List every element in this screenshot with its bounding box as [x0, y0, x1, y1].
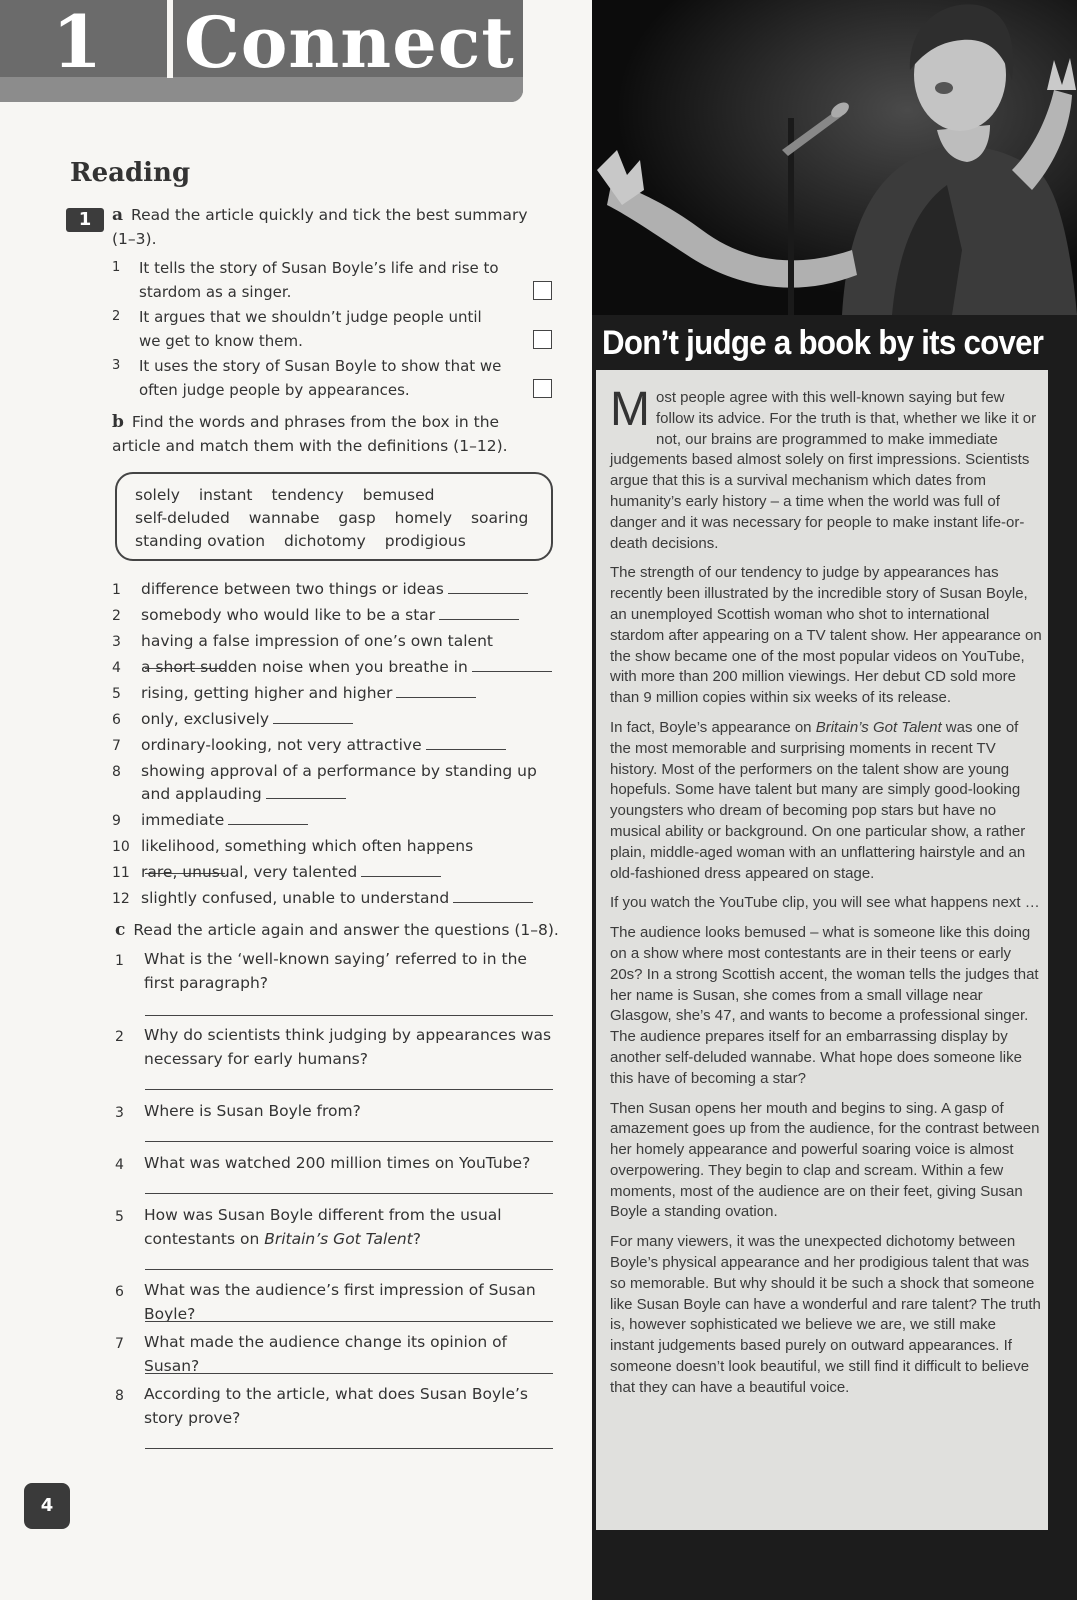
- question-item: [115, 1382, 560, 1430]
- definition-text: likelihood, something which often happens: [141, 837, 474, 855]
- article-paragraph: Then Susan opens her mouth and begins to sing. A gasp of amazement goes up from the audience, for the contrast between her homely appearance and powerful soaring voice is almost overpowering. They begin to clap and scream. Within a few moments, most of the audience are on their feet, giving Susan Boyle a standing ovation.: [610, 1099, 1040, 1221]
- unit-number: 1: [52, 0, 103, 84]
- article-paragraph: [610, 718, 1042, 884]
- question-item: [115, 1151, 560, 1175]
- question-text: What was the audience’s first impression of Susan Boyle?: [144, 1281, 536, 1323]
- answer-blank[interactable]: [472, 658, 552, 672]
- singer-photo: [592, 0, 1077, 315]
- summary-checkbox[interactable]: [533, 281, 552, 300]
- definition-item: [112, 708, 557, 731]
- answer-line[interactable]: [145, 1321, 553, 1322]
- question-show-title: Britain’s Got Talent: [264, 1230, 413, 1248]
- answer-blank[interactable]: [361, 863, 441, 877]
- word-box-row: [135, 507, 535, 530]
- answer-blank[interactable]: [448, 580, 528, 594]
- definition-text: only, exclusively: [141, 710, 270, 728]
- definition-number: 3: [112, 634, 121, 650]
- definition-item: [112, 656, 557, 679]
- question-number: 4: [115, 1157, 124, 1173]
- article-show-title: Britain’s Got Talent: [815, 718, 942, 736]
- question-number: 7: [115, 1336, 124, 1352]
- definition-text: rare, unusual, very talented: [141, 863, 358, 881]
- definition-number: 8: [112, 764, 121, 780]
- answer-line[interactable]: [145, 1269, 553, 1270]
- answer-blank[interactable]: [266, 785, 346, 799]
- definition-text: having a false impression of one’s own talent: [141, 632, 493, 650]
- summary-option: [112, 305, 552, 353]
- answer-blank[interactable]: [228, 811, 308, 825]
- question-item: [115, 1099, 560, 1123]
- question-text: What is the ‘well-known saying’ referred to in the first paragraph?: [144, 950, 527, 992]
- definition-number: 5: [112, 686, 121, 702]
- definition-text: slightly confused, unable to understand: [141, 889, 450, 907]
- question-item: [115, 1278, 560, 1326]
- definition-item: [112, 682, 557, 705]
- article-paragraph: The strength of our tendency to judge by appearances has recently been illustrated by the incredible story of Susan Boyle, an unemployed Scottish woman who shot to international stardom after appearing on a TV talent show. Her appearance on the show became one of the most popular videos on YouTube, with more than 200 million viewings. Her debut CD sold more than 9 million copies within six weeks of its release.: [610, 564, 1042, 707]
- word-box-row: [135, 530, 535, 553]
- answer-line[interactable]: [145, 1015, 553, 1016]
- article-column: [592, 0, 1077, 1600]
- definition-number: 9: [112, 813, 121, 829]
- article-paragraph-text: ost people agree with this well-known saying but few follow its advice. For the truth is that, whether we like it or not, our brains are programmed to make immediate judgements based almost solely on first impressions. Scientists argue that this is a survival mechanism which dates from humanity’s early history – a time when the world was full of danger and it was necessary for people to make instant life-or-death decisions.: [610, 389, 1037, 552]
- word-box-word: soaring: [470, 509, 529, 527]
- definition-item: [112, 578, 557, 601]
- part-b-letter: b: [112, 412, 124, 432]
- summary-option-number: 3: [112, 358, 121, 373]
- article-paragraph: If you watch the YouTube clip, you will see what happens next …: [610, 894, 1040, 912]
- word-box-word: gasp: [338, 509, 376, 527]
- word-box: [115, 472, 553, 561]
- summary-option-number: 2: [112, 309, 121, 324]
- definition-text: rising, getting higher and higher: [141, 684, 393, 702]
- word-box-word: standing ovation: [135, 532, 266, 550]
- definition-text: a short sudden noise when you breathe in: [141, 658, 468, 676]
- word-box-word: dichotomy: [284, 532, 366, 550]
- question-text: How was Susan Boyle different from the usual contestants on: [144, 1206, 502, 1248]
- question-number: 6: [115, 1284, 124, 1300]
- definition-text: ordinary-looking, not very attractive: [141, 736, 422, 754]
- definition-number: 12: [112, 891, 130, 907]
- definition-item: [112, 809, 557, 832]
- question-text: According to the article, what does Susan Boyle’s story prove?: [144, 1385, 529, 1427]
- definition-number: 6: [112, 712, 121, 728]
- part-b-instruction-text: Find the words and phrases from the box in the article and match them with the definitions (1–12).: [112, 413, 508, 455]
- article-paragraph: For many viewers, it was the unexpected dichotomy between Boyle’s physical appearance and her prodigious talent that was so memorable. But why should it be such a shock that someone like Susan Boyle can have a wonderful and rare talent? The truth is, however sophisticated we believe we are, we still make instant judgements based purely on outward appearances. If someone doesn’t look beautiful, we still find it difficult to believe that they can have a beautiful voice.: [610, 1233, 1041, 1396]
- definition-text: showing approval of a performance by standing up and applauding: [141, 762, 537, 803]
- unit-header: [0, 0, 523, 102]
- question-item: [115, 1203, 560, 1251]
- unit-title: Connect: [184, 1, 515, 84]
- word-box-word: wannabe: [248, 509, 320, 527]
- article-headline: Don’t judge a book by its cover: [602, 324, 1044, 362]
- page-number: 4: [24, 1483, 70, 1529]
- definition-item: [112, 861, 557, 884]
- definition-item: [112, 604, 557, 627]
- definition-text: immediate: [141, 811, 225, 829]
- definition-number: 2: [112, 608, 121, 624]
- answer-blank[interactable]: [453, 889, 533, 903]
- article-paragraph-text: was one of the most memorable and surprising moments in recent TV history. Most of the performers on the talent show are young hopefuls. Some have talent but many are simply good-looking youngsters who dream of becoming pop stars but have no musical ability or background. On one particular show, a rather plain, middle-aged woman with an unflattering hairstyle and an old-fashioned dress appeared on stage.: [610, 718, 1026, 882]
- word-box-word: prodigious: [384, 532, 466, 550]
- part-a-instruction: [112, 203, 552, 251]
- definition-number: 4: [112, 660, 121, 676]
- article-paragraph: The audience looks bemused – what is someone like this doing on a show where most contestants are in their teens or early 20s? In a strong Scottish accent, the woman tells the judges that her name is Susan, she comes from a small village near Glasgow, she’s 47, and wants to become a professional singer. The audience prepares itself for an embarrassing display by another self-deluded wannabe. What hope does someone like this have of becoming a star?: [610, 924, 1039, 1087]
- word-box-word: instant: [198, 486, 253, 504]
- part-c-instruction-text: Read the article again and answer the questions (1–8).: [133, 921, 559, 939]
- question-number: 8: [115, 1388, 124, 1404]
- word-box-word: self-deluded: [135, 509, 230, 527]
- definition-text: somebody who would like to be a star: [141, 606, 436, 624]
- summary-option: [112, 354, 552, 402]
- exercise-column: [0, 102, 600, 1600]
- summary-option-text: It uses the story of Susan Boyle to show that we often judge people by appearances.: [139, 357, 502, 399]
- answer-blank[interactable]: [426, 736, 506, 750]
- question-text: Where is Susan Boyle from?: [144, 1102, 361, 1120]
- question-number: 2: [115, 1029, 124, 1045]
- word-box-word: bemused: [362, 486, 435, 504]
- answer-blank[interactable]: [439, 606, 519, 620]
- definition-item: [112, 734, 557, 757]
- answer-line[interactable]: [145, 1448, 553, 1449]
- answer-line[interactable]: [145, 1193, 553, 1194]
- definition-item: [112, 887, 557, 910]
- definition-number: 10: [112, 839, 130, 855]
- definition-text: difference between two things or ideas: [141, 580, 444, 598]
- question-item: [115, 947, 560, 995]
- unit-header-divider: [167, 0, 173, 78]
- section-title: Reading: [70, 158, 191, 188]
- question-item: [115, 1330, 560, 1378]
- summary-option-number: 1: [112, 260, 121, 275]
- part-c-instruction: [115, 918, 560, 942]
- question-text: What was watched 200 million times on YouTube?: [144, 1154, 531, 1172]
- summary-checkbox[interactable]: [533, 379, 552, 398]
- exercise-number-badge: 1: [66, 208, 104, 232]
- answer-blank[interactable]: [396, 684, 476, 698]
- definition-item: [112, 760, 557, 806]
- definition-number: 11: [112, 865, 130, 881]
- summary-option-text: It tells the story of Susan Boyle’s life and rise to stardom as a singer.: [139, 259, 499, 301]
- word-box-word: tendency: [271, 486, 344, 504]
- part-a-letter: a: [112, 205, 124, 225]
- answer-line[interactable]: [145, 1089, 553, 1090]
- part-b-instruction: [112, 410, 542, 458]
- question-number: 5: [115, 1209, 124, 1225]
- question-number: 1: [115, 953, 124, 969]
- definition-number: 1: [112, 582, 121, 598]
- drop-cap: M: [610, 383, 650, 436]
- word-box-row: [135, 484, 535, 507]
- definition-number: 7: [112, 738, 121, 754]
- word-box-word: homely: [394, 509, 453, 527]
- question-punctuation: ?: [412, 1230, 421, 1248]
- article-body: [596, 370, 1048, 1530]
- summary-checkbox[interactable]: [533, 330, 552, 349]
- part-a-instruction-text: Read the article quickly and tick the best summary (1–3).: [112, 206, 528, 248]
- part-c-letter: c: [115, 920, 126, 940]
- question-text: Why do scientists think judging by appearances was necessary for early humans?: [144, 1026, 552, 1068]
- question-item: [115, 1023, 560, 1071]
- answer-line[interactable]: [145, 1141, 553, 1142]
- singer-photo-illustration: [592, 0, 1077, 315]
- answer-line[interactable]: [145, 1373, 553, 1374]
- word-box-word: solely: [135, 486, 180, 504]
- summary-option: [112, 256, 552, 304]
- summary-option-text: It argues that we shouldn’t judge people until we get to know them.: [139, 308, 482, 350]
- article-paragraph: [610, 383, 1042, 554]
- question-number: 3: [115, 1105, 124, 1121]
- question-text: What made the audience change its opinion of Susan?: [144, 1333, 508, 1375]
- article-paragraph-text: In fact, Boyle’s appearance on: [610, 718, 816, 736]
- answer-blank[interactable]: [273, 710, 353, 724]
